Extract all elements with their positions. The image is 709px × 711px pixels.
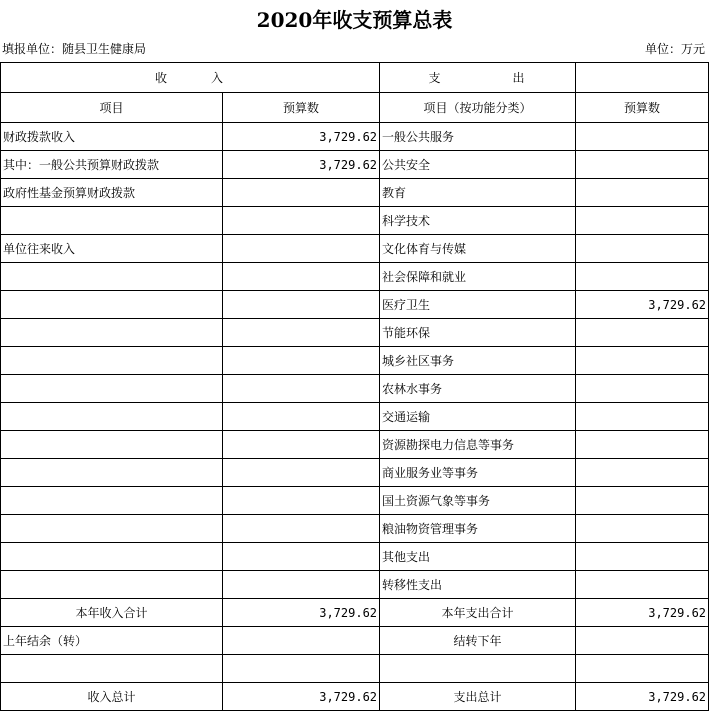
expense-item-value [576, 571, 709, 599]
prev-balance-label: 上年结余（转） [1, 627, 223, 655]
expense-item-label: 社会保障和就业 [380, 263, 576, 291]
income-section-header: 收 入 [1, 63, 380, 93]
table-row [1, 515, 709, 543]
expense-item-value [576, 235, 709, 263]
expense-item-value [576, 543, 709, 571]
income-item-label [1, 515, 223, 543]
income-item-label [1, 319, 223, 347]
blank-cell [576, 655, 709, 683]
table-row [1, 487, 709, 515]
table-row [1, 151, 709, 179]
income-item-value [223, 459, 380, 487]
expense-item-value [576, 403, 709, 431]
table-row [1, 459, 709, 487]
year-total-row [1, 599, 709, 627]
expense-item-value [576, 319, 709, 347]
income-item-label: 政府性基金预算财政拨款 [1, 179, 223, 207]
expense-item-label: 粮油物资管理事务 [380, 515, 576, 543]
table-row [1, 263, 709, 291]
blank-cell [380, 655, 576, 683]
income-item-value [223, 179, 380, 207]
expense-item-value: 3,729.62 [576, 291, 709, 319]
page-title: 2020年收支预算总表 [256, 8, 453, 32]
income-item-label [1, 375, 223, 403]
prev-balance-value [223, 627, 380, 655]
table-row [1, 123, 709, 151]
table-row [1, 403, 709, 431]
section-header-row [1, 63, 709, 93]
income-item-label: 单位往来收入 [1, 235, 223, 263]
income-item-value [223, 235, 380, 263]
income-item-label: 财政拨款收入 [1, 123, 223, 151]
income-item-label [1, 431, 223, 459]
expense-item-label: 文化体育与传媒 [380, 235, 576, 263]
total-expense-label: 支出总计 [380, 683, 576, 711]
expense-item-value [576, 123, 709, 151]
expense-item-value [576, 431, 709, 459]
budget-table [0, 62, 709, 711]
expense-item-label: 科学技术 [380, 207, 576, 235]
expense-item-value [576, 487, 709, 515]
expense-item-label: 商业服务业等事务 [380, 459, 576, 487]
income-item-value [223, 375, 380, 403]
income-item-value [223, 347, 380, 375]
expense-item-value [576, 515, 709, 543]
table-row [1, 571, 709, 599]
expense-item-label: 城乡社区事务 [380, 347, 576, 375]
income-item-value [223, 571, 380, 599]
carry-forward-value [576, 627, 709, 655]
table-row [1, 347, 709, 375]
table-row [1, 431, 709, 459]
empty-cell [576, 63, 709, 93]
year-expense-value: 3,729.62 [576, 599, 709, 627]
table-row [1, 179, 709, 207]
expense-item-label: 转移性支出 [380, 571, 576, 599]
carry-forward-label: 结转下年 [380, 627, 576, 655]
income-item-value [223, 515, 380, 543]
income-item-label [1, 403, 223, 431]
income-item-value [223, 403, 380, 431]
blank-cell [1, 655, 223, 683]
income-item-value [223, 291, 380, 319]
expense-item-value [576, 263, 709, 291]
expense-item-label: 医疗卫生 [380, 291, 576, 319]
expense-item-value [576, 347, 709, 375]
col-item-func-header: 项目（按功能分类） [380, 93, 576, 123]
col-item-header: 项目 [1, 93, 223, 123]
income-item-label [1, 291, 223, 319]
expense-item-value [576, 375, 709, 403]
table-row [1, 375, 709, 403]
income-item-label [1, 459, 223, 487]
expense-item-value [576, 151, 709, 179]
income-item-label [1, 543, 223, 571]
income-item-label [1, 571, 223, 599]
income-item-value [223, 487, 380, 515]
expense-item-value [576, 207, 709, 235]
balance-row [1, 627, 709, 655]
table-row [1, 543, 709, 571]
year-expense-label: 本年支出合计 [380, 599, 576, 627]
expense-section-header: 支 出 [380, 63, 576, 93]
income-item-label [1, 487, 223, 515]
expense-item-label: 交通运输 [380, 403, 576, 431]
income-item-label [1, 207, 223, 235]
income-item-value [223, 263, 380, 291]
table-row [1, 319, 709, 347]
expense-item-value [576, 459, 709, 487]
col-budget-header: 预算数 [223, 93, 380, 123]
income-item-value [223, 207, 380, 235]
table-row [1, 235, 709, 263]
income-item-value [223, 431, 380, 459]
income-item-value [223, 319, 380, 347]
income-item-value: 3,729.62 [223, 151, 380, 179]
currency-unit: 单位：万元 [644, 42, 705, 56]
grand-total-row [1, 683, 709, 711]
reporting-unit: 填报单位：随县卫生健康局 [2, 42, 147, 56]
blank-cell [223, 655, 380, 683]
total-expense-value: 3,729.62 [576, 683, 709, 711]
table-row [1, 207, 709, 235]
expense-item-label: 教育 [380, 179, 576, 207]
expense-item-label: 公共安全 [380, 151, 576, 179]
income-item-value [223, 543, 380, 571]
income-item-value: 3,729.62 [223, 123, 380, 151]
budget-rows [1, 123, 709, 599]
total-income-label: 收入总计 [1, 683, 223, 711]
income-item-label [1, 263, 223, 291]
column-header-row [1, 93, 709, 123]
table-row [1, 291, 709, 319]
expense-item-label: 农林水事务 [380, 375, 576, 403]
expense-item-label: 资源勘探电力信息等事务 [380, 431, 576, 459]
expense-item-label: 一般公共服务 [380, 123, 576, 151]
income-item-label [1, 347, 223, 375]
expense-item-value [576, 179, 709, 207]
income-item-label: 其中：一般公共预算财政拨款 [1, 151, 223, 179]
total-income-value: 3,729.62 [223, 683, 380, 711]
year-income-value: 3,729.62 [223, 599, 380, 627]
col-budget2-header: 预算数 [576, 93, 709, 123]
blank-row [1, 655, 709, 683]
expense-item-label: 国土资源气象等事务 [380, 487, 576, 515]
expense-item-label: 节能环保 [380, 319, 576, 347]
year-income-label: 本年收入合计 [1, 599, 223, 627]
expense-item-label: 其他支出 [380, 543, 576, 571]
